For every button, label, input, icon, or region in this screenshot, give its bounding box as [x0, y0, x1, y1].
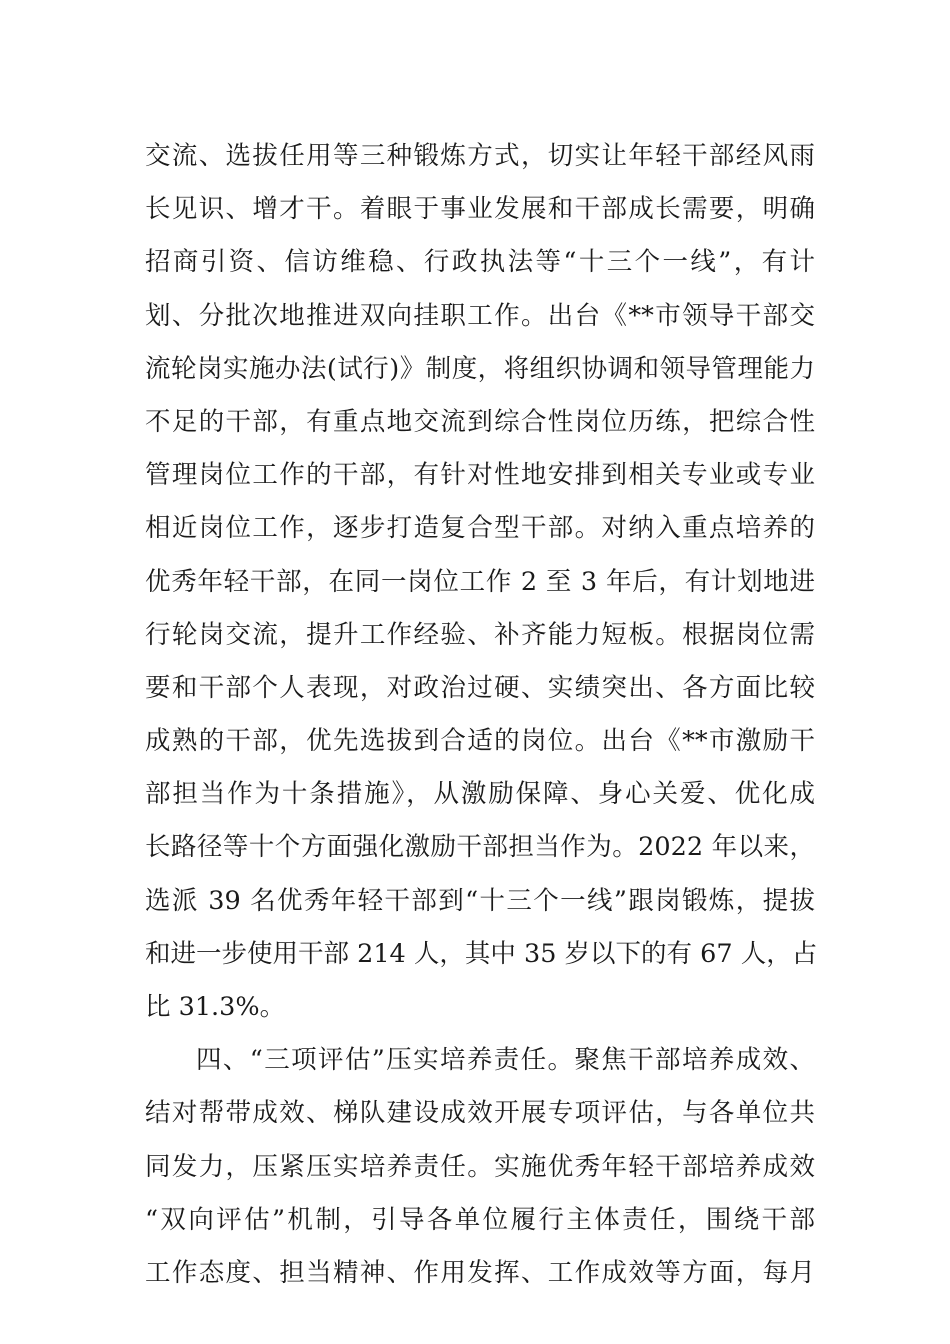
- text-line: 工作态度、担当精神、作用发挥、工作成效等方面，每月: [145, 1257, 815, 1288]
- text-line: 不足的干部，有重点地交流到综合性岗位历练，把综合性: [145, 406, 815, 437]
- text-line: 招商引资、信访维稳、行政执法等“十三个一线”，有计: [145, 247, 815, 278]
- text-line: 长路径等十个方面强化激励干部担当作为。2022 年以来，: [145, 832, 815, 863]
- text-line: 流轮岗实施办法(试行)》制度，将组织协调和领导管理能力: [145, 353, 815, 384]
- text-line: 管理岗位工作的干部，有针对性地安排到相关专业或专业: [145, 460, 815, 491]
- text-line: 成熟的干部，优先选拔到合适的岗位。出台《**市激励干: [145, 726, 815, 757]
- text-line: 部担当作为十条措施》，从激励保障、身心关爱、优化成: [145, 779, 815, 810]
- paragraph-2: [145, 1034, 815, 1300]
- text-line: 要和干部个人表现，对政治过硬、实绩突出、各方面比较: [145, 672, 815, 703]
- text-line: 同发力，压紧压实培养责任。实施优秀年轻干部培养成效: [145, 1151, 815, 1182]
- paragraph-1: [145, 130, 818, 1034]
- text-line: 和进一步使用干部 214 人，其中 35 岁以下的有 67 人，占: [145, 938, 818, 969]
- text-line: 长见识、增才干。着眼于事业发展和干部成长需要，明确: [145, 194, 815, 225]
- text-line: 优秀年轻干部，在同一岗位工作 2 至 3 年后，有计划地进: [145, 566, 815, 597]
- text-line: 选派 39 名优秀年轻干部到“十三个一线”跟岗锻炼，提拔: [145, 885, 815, 916]
- text-line: 比 31.3%。: [145, 992, 286, 1022]
- text-line: 相近岗位工作，逐步打造复合型干部。对纳入重点培养的: [145, 513, 815, 544]
- text-line: 交流、选拔任用等三种锻炼方式，切实让年轻干部经风雨: [145, 141, 815, 171]
- text-line: 行轮岗交流，提升工作经验、补齐能力短板。根据岗位需: [145, 619, 815, 650]
- text-line: 四、“三项评估”压实培养责任。聚焦干部培养成效、: [196, 1045, 815, 1076]
- body-text: [145, 130, 818, 1300]
- text-line: 划、分批次地推进双向挂职工作。出台《**市领导干部交: [145, 300, 815, 331]
- text-line: “双向评估”机制，引导各单位履行主体责任，围绕干部: [145, 1204, 815, 1235]
- text-line: 结对帮带成效、梯队建设成效开展专项评估，与各单位共: [145, 1098, 815, 1129]
